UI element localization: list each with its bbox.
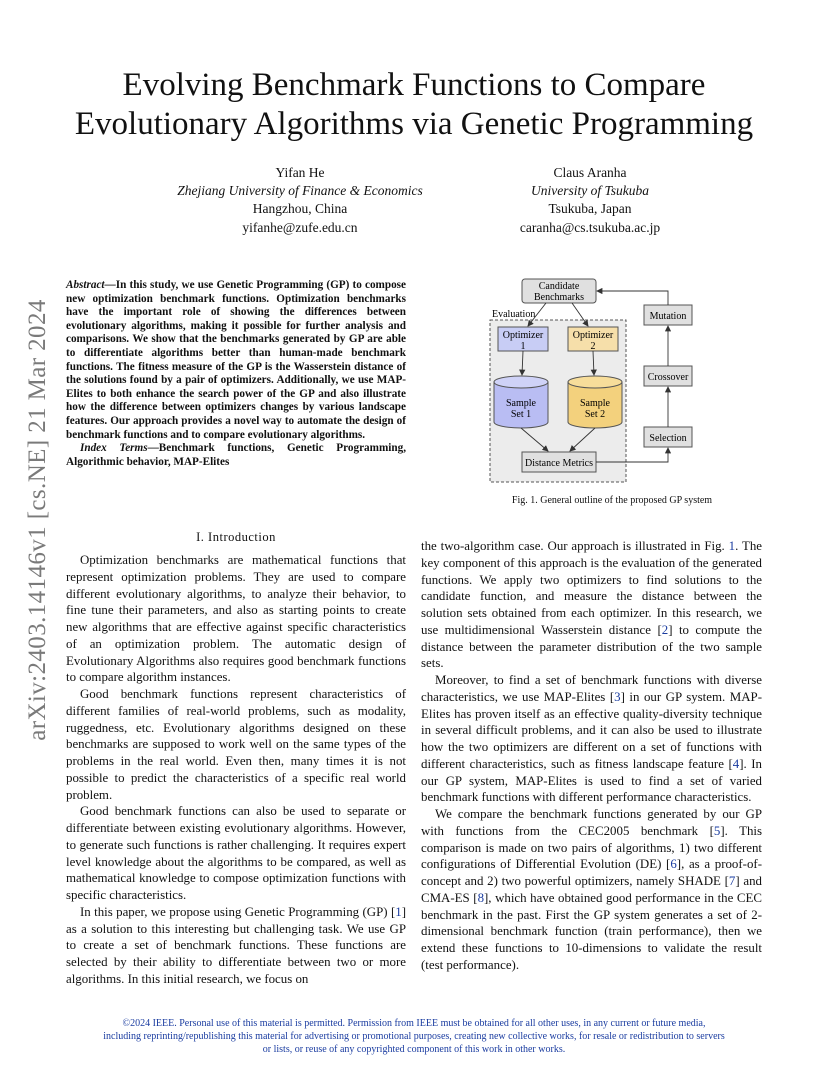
author-name: Yifan He bbox=[275, 165, 325, 180]
figure-caption: Fig. 1. General outline of the proposed GP system bbox=[511, 495, 713, 506]
author-affiliation: University of Tsukuba bbox=[531, 183, 649, 199]
author-affiliation: Zhejiang University of Finance & Economics bbox=[177, 183, 423, 199]
abstract-text: —In this study, we use Genetic Programming (GP) to compose new optimization benchmark functions. Optimization benchmarks have the important role of showing the differences between evolutionary algorithms, making it possible for further analysis and comparisons. We show that the benchmarks generated by GP are able to differentiate algorithms better than human-made benchmark functions. The fitness measure of the GP is the Wasserstein distance of the solutions found by a pair of optimizers. Additionally, we use MAP-Elites to both enhance the search power of the GP and also illustrate how the difference between optimizers changes by various landscape features. Our approach provides a novel way to automate the design of benchmark functions and to compare evolutionary algorithms. bbox=[66, 279, 406, 441]
citation-link[interactable]: 6 bbox=[670, 857, 677, 872]
copyright-footer bbox=[60, 1017, 768, 1056]
candidate-label-2: Benchmarks bbox=[534, 292, 584, 303]
distance-metrics-label: Distance Metrics bbox=[524, 458, 594, 469]
index-terms-label: Index Terms bbox=[80, 442, 148, 455]
intro-paragraph-4: In this paper, we propose using Genetic Programming (GP) [1] as a solution to this interesting but challenging task. We use GP to create a set of benchmark functions. These functions are selected by their ability to differentiate between two or more algorithms. In this initial research, we focus on bbox=[66, 904, 406, 986]
section-heading: I. Introduction bbox=[196, 530, 276, 544]
author-location: Hangzhou, China bbox=[252, 201, 348, 217]
optimizer-2-label-1: Optimizer bbox=[572, 330, 614, 341]
gp-system-diagram bbox=[488, 270, 724, 488]
footer-line-3: or lists, or reuse of any copyrighted component of this work in other works. bbox=[262, 1044, 566, 1055]
abstract-label: Abstract bbox=[66, 279, 105, 291]
citation-link[interactable]: 1 bbox=[395, 904, 402, 919]
intro-paragraph-3: Good benchmark functions can also be used to separate or differentiate between existing evolutionary algorithms. However, to generate such functions is rather challenging. It requires expert level knowledge about the algorithms to be compared, as well as mathematical knowledge to compose optimization functions with specific characteristics. bbox=[66, 804, 406, 902]
figure-link[interactable]: 1 bbox=[728, 539, 736, 553]
right-column bbox=[421, 538, 762, 974]
paper-title bbox=[40, 66, 788, 144]
author-name: Claus Aranha bbox=[553, 165, 627, 180]
mutation-label: Mutation bbox=[649, 311, 687, 322]
optimizer-1-label-2: 1 bbox=[520, 341, 526, 352]
intro-paragraph-5: the two-algorithm case. Our approach is illustrated in Fig. 1. The key component of this approach is the evaluation of the generated functions. We apply two optimizers to find solutions to the candidate function, and measure the distance between the solution sets obtained from each optimizer. In this research, we use multidimensional Wasserstein distance [2] to compute the distance between the parameter distribution of the two sample sets. bbox=[421, 539, 762, 671]
abstract bbox=[66, 279, 406, 469]
citation-link[interactable]: 8 bbox=[477, 890, 485, 905]
title-line-1: Evolving Benchmark Functions to Compare bbox=[122, 67, 706, 103]
author-block-2 bbox=[450, 164, 730, 237]
candidate-label-1: Candidate bbox=[538, 281, 580, 292]
index-terms-text: —Benchmark functions, Genetic Programming, Algorithmic behavior, MAP-Elites bbox=[66, 442, 406, 468]
citation-link[interactable]: 2 bbox=[661, 622, 669, 637]
author-email: yifanhe@zufe.edu.cn bbox=[242, 219, 358, 235]
selection-label: Selection bbox=[649, 433, 687, 444]
author-location: Tsukuba, Japan bbox=[548, 201, 632, 217]
citation-link[interactable]: 7 bbox=[728, 874, 736, 888]
intro-paragraph-1: Optimization benchmarks are mathematical functions that represent optimization problems. They are used to compare different evolutionary algorithms, to analyze their behavior, to fine tune their parameters, and also as starting points to create new algorithms that are effective against specific characteristics of an optimization problem. The automatic design of Evolutionary Algorithms also requires good benchmark functions to compare algorithm instances. bbox=[66, 553, 406, 685]
figure-1 bbox=[488, 270, 724, 488]
arxiv-stamp bbox=[18, 285, 58, 755]
set-2-label-2: Set 2 bbox=[584, 409, 606, 420]
arxiv-id: arXiv:2403.14146v1 [cs.NE] 21 Mar 2024 bbox=[24, 299, 51, 741]
intro-paragraph-7: We compare the benchmark functions generated by our GP with functions from the CEC2005 benchmark [5]. This comparison is made on two pairs of algorithms, 1) two different configurations of Differential Evolution (DE) [6], as a proof-of-concept and 2) two powerful optimizers, namely SHADE [7] and CMA-ES [8], which have obtained good performance in the CEC benchmark in the past. First the GP system generates a set of 2-dimensional benchmark function (train performance), then we extend these functions to 10-dimensions to validate the result (test performance). bbox=[421, 807, 762, 972]
citation-link[interactable]: 3 bbox=[614, 689, 621, 704]
set-1-label-1: Sample bbox=[506, 398, 536, 409]
author-block-1 bbox=[150, 164, 450, 237]
footer-line-2: including reprinting/republishing this material for advertising or promotional purposes, creating new collective works, for resale or redistribution to servers bbox=[103, 1031, 725, 1042]
set-1-label-2: Set 1 bbox=[510, 409, 532, 420]
title-line-2: Evolutionary Algorithms via Genetic Programming bbox=[74, 106, 754, 142]
optimizer-2-label-2: 2 bbox=[590, 341, 596, 352]
citation-link[interactable]: 4 bbox=[732, 756, 740, 771]
set-2-label-1: Sample bbox=[580, 398, 610, 409]
left-column bbox=[66, 552, 406, 988]
footer-line-1: ©2024 IEEE. Personal use of this material is permitted. Permission from IEEE must be obtained for all other uses, in any current or future media, bbox=[122, 1018, 706, 1029]
evaluation-label: Evaluation bbox=[492, 309, 536, 320]
crossover-label: Crossover bbox=[647, 372, 689, 383]
intro-paragraph-2: Good benchmark functions represent characteristics of different families of real-world problems, such as modality, ruggedness, etc. Evolutionary algorithms designed on these benchmarks are supposed to work well on the same types of the problems in the real world. Even then, many times it is not possible to predict the characteristics of a specific real world problem. bbox=[66, 687, 406, 802]
optimizer-1-label-1: Optimizer bbox=[502, 330, 544, 341]
intro-paragraph-6: Moreover, to find a set of benchmark functions with diverse characteristics, we use MAP-Elites [3] in our GP system. MAP-Elites has proven itself as an effective quality-diversity technique in several difficult problems, and it can also be used to illustrate how the two optimizers are different on a set of functions with different characteristics, such as fitness landscape feature [4]. In our GP system, MAP-Elites is used to find a set of varied benchmark functions with different performance characteristics. bbox=[421, 673, 762, 805]
author-email: caranha@cs.tsukuba.ac.jp bbox=[519, 219, 661, 235]
citation-link[interactable]: 5 bbox=[713, 823, 721, 838]
